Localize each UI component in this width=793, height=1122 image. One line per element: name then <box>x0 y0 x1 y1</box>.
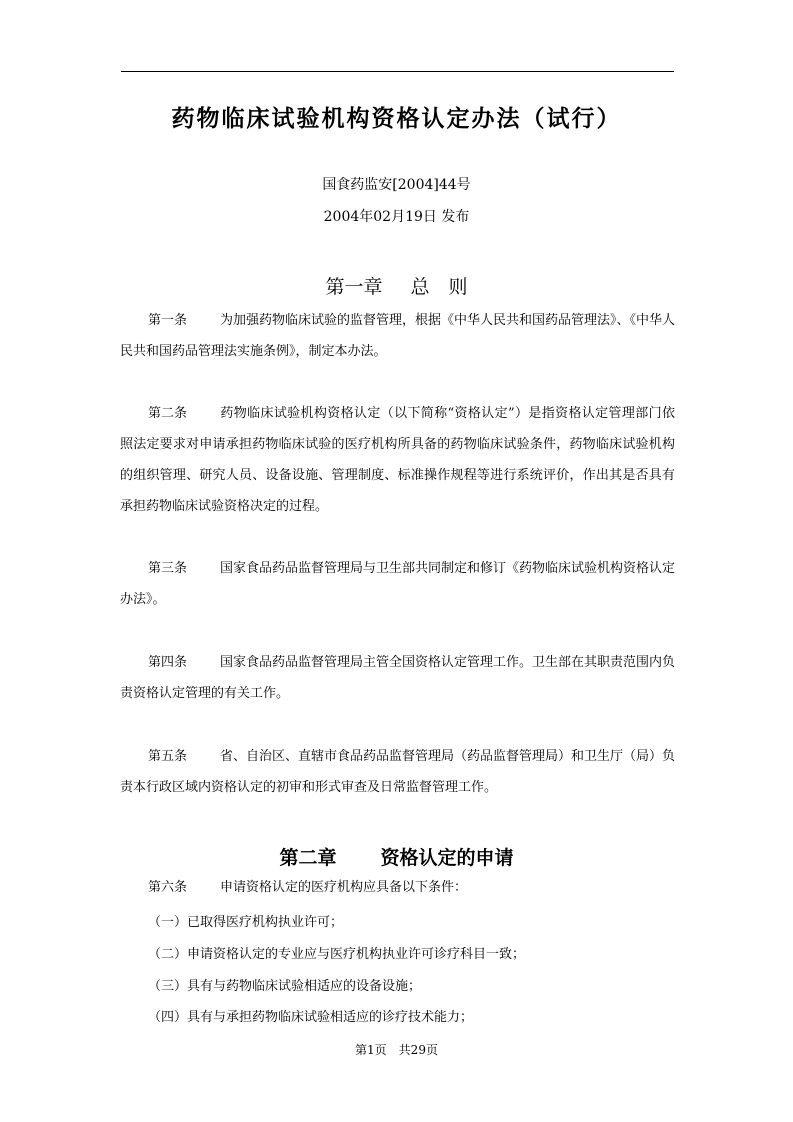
article-text: 国家食品药品监督管理局主管全国资格认定管理工作。卫生部在其职责范围内负责资格认定管理的有关工作。 <box>120 655 676 701</box>
article-text: 国家食品药品监督管理局与卫生部共同制定和修订《药物临床试验机构资格认定办法》。 <box>120 561 676 607</box>
article <box>120 398 675 522</box>
chapter-name: 总 则 <box>410 276 468 298</box>
publish-date: 2004年02月19日 发布 <box>323 209 470 225</box>
list-item: （一）已取得医疗机构执业许可； <box>148 915 344 930</box>
document-title: 药物临床试验机构资格认定办法（试行） <box>171 106 622 132</box>
article-number: 第六条 <box>148 880 188 895</box>
chapter-name: 资格认定的申请 <box>380 847 514 869</box>
article-number: 第二条 <box>148 406 188 421</box>
article <box>120 647 675 709</box>
article-number: 第三条 <box>148 561 188 576</box>
article-number: 第四条 <box>148 655 188 670</box>
list-item: （二）申请资格认定的专业应与医疗机构执业许可诊疗科目一致； <box>148 947 526 962</box>
article <box>120 876 675 900</box>
article <box>120 741 675 803</box>
chapter-label: 第二章 <box>279 847 337 869</box>
list-item: （三）具有与药物临床试验相适应的设备设施； <box>148 979 422 994</box>
document-number: 国食药监安[2004]44号 <box>322 177 471 193</box>
article-text: 省、自治区、直辖市食品药品监督管理局（药品监督管理局）和卫生厅（局）负责本行政区域内资格认定的初审和形式审查及日常监督管理工作。 <box>120 749 676 795</box>
article <box>120 305 675 367</box>
article-number: 第五条 <box>148 749 188 764</box>
chapter-heading <box>0 843 793 870</box>
header-rule <box>121 71 674 72</box>
article-text: 药物临床试验机构资格认定（以下简称“资格认定”）是指资格认定管理部门依照法定要求对申请承担药物临床试验的医疗机构所具备的药物临床试验条件，药物临床试验机构的组织管理、研究人员、设备设施、管理制度、标准操作规程等进行系统评价，作出其是否具有承担药物临床试验资格决定的过程。 <box>120 406 675 514</box>
page-footer: 第1页 共29页 <box>355 1043 438 1057</box>
chapter-heading <box>0 272 793 299</box>
article <box>120 553 675 615</box>
list-item: （四）具有与承担药物临床试验相适应的诊疗技术能力； <box>148 1010 474 1025</box>
article-text: 为加强药物临床试验的监督管理，根据《中华人民共和国药品管理法》、《中华人民共和国药品管理法实施条例》，制定本办法。 <box>120 313 676 359</box>
article-text: 申请资格认定的医疗机构应具备以下条件： <box>220 880 468 895</box>
article-number: 第一条 <box>148 313 188 328</box>
chapter-label: 第一章 <box>325 276 383 298</box>
